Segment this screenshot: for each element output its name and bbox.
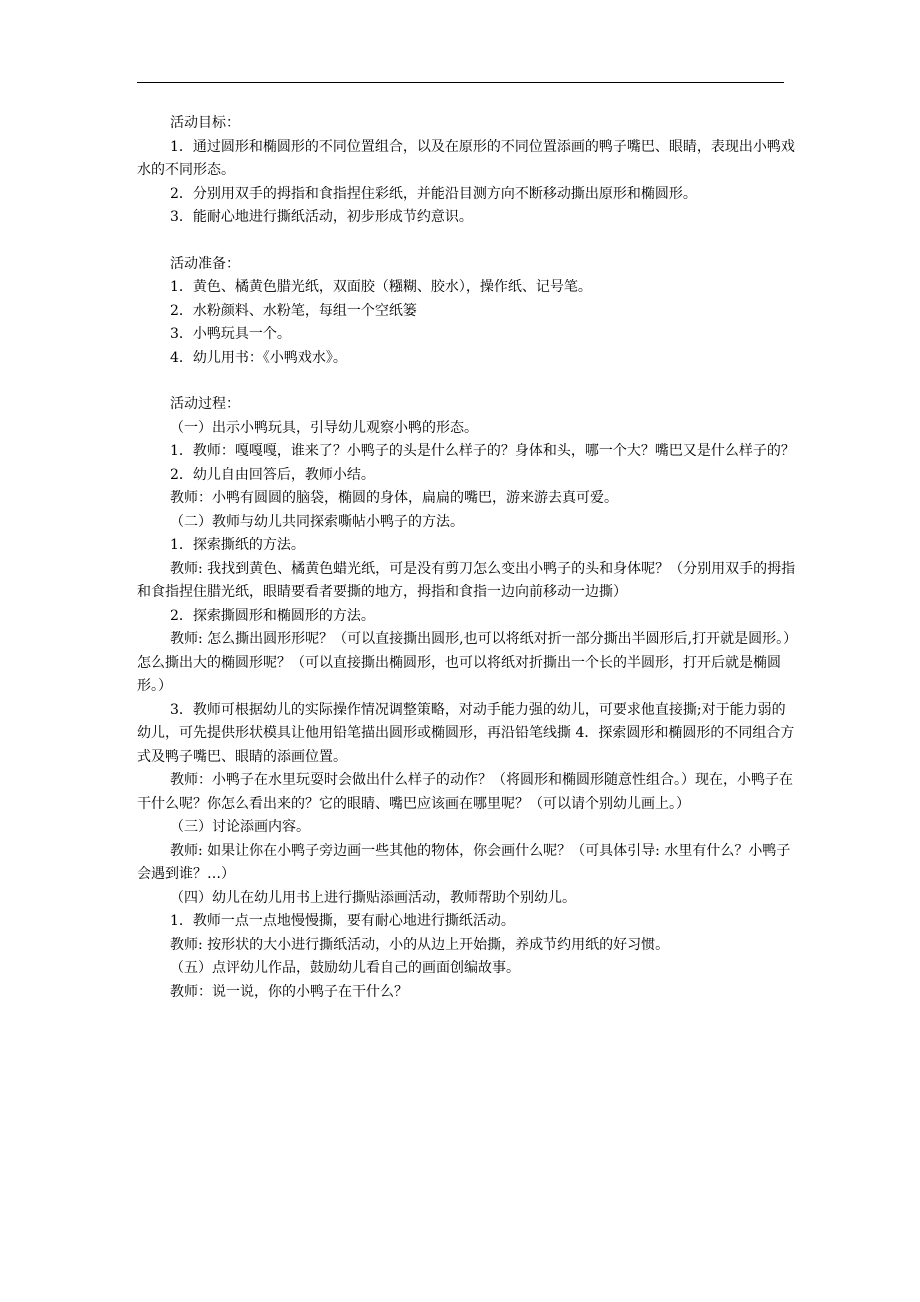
process-paragraph: 教师: 怎么撕出圆形形呢？（可以直接撕出圆形,也可以将纸对折一部分撕出半圆形后,打开就是圆形。）怎么撕出大的椭圆形呢？（可以直接撕出椭圆形，也可以将纸对折撕出一个长的半圆形，打开后就是椭圆形。） (137, 631, 791, 694)
process-paragraph: 2．探索撕圆形和椭圆形的方法。 (170, 607, 375, 624)
process-paragraph: 教师: 如果让你在小鸭子旁边画一些其他的物体，你会画什么呢？（可具体引导: 水里有什么？小鸭子会遇到谁？…） (137, 842, 791, 882)
process-paragraph: 教师：小鸭有圆圆的脑袋，椭圆的身体，扁扁的嘴巴，游来游去真可爱。 (170, 490, 618, 506)
section-gap (137, 370, 797, 393)
process-paragraph: 1．教师一点一点地慢慢撕，要有耐心地进行撕纸活动。 (170, 913, 515, 929)
document-body (137, 112, 797, 1004)
process-paragraph: 1．探索撕纸的方法。 (170, 537, 305, 553)
process-paragraph: （五）点评幼儿作品，鼓励幼儿看自己的画面创编故事。 (170, 960, 520, 976)
process-paragraph: 2．幼儿自由回答后，教师小结。 (170, 466, 375, 483)
process-paragraph: 教师: 按形状的大小进行撕纸活动，小的从边上开始撕，养成节约用纸的好习惯。 (170, 936, 670, 953)
section-heading-preparation: 活动准备： (170, 255, 240, 272)
prep-item-3: 3．小鸭玩具一个。 (170, 326, 291, 342)
goal-item-2: 2．分别用双手的拇指和食指捏住彩纸，并能沿目测方向不断移动撕出原形和椭圆形。 (170, 185, 697, 202)
process-paragraph: 教师：说一说，你的小鸭子在干什么？ (170, 983, 408, 1000)
process-paragraph: 1．教师：嘎嘎嘎，谁来了？小鸭子的头是什么样子的？身体和头，哪一个大？嘴巴又是什么样子的？ (170, 443, 795, 459)
section-heading-process: 活动过程： (170, 396, 240, 412)
prep-item-4: 4．幼儿用书：《小鸭戏水》。 (170, 349, 347, 366)
header-rule (137, 82, 784, 83)
section-heading-goals: 活动目标： (170, 115, 240, 131)
process-paragraph: （三）讨论添画内容。 (170, 819, 310, 835)
process-paragraph: 3．教师可根据幼儿的实际操作情况调整策略，对动手能力强的幼儿，可要求他直接撕;对于能力弱的幼儿，可先提供形状模具让他用铅笔描出圆形或椭圆形，再沿铅笔线撕 4．探索圆形和椭圆形的不同组合方式及鸭子嘴巴、眼睛的添画位置。 (137, 701, 795, 765)
process-paragraph: 教师: 我找到黄色、橘黄色蜡光纸，可是没有剪刀怎么变出小鸭子的头和身体呢？（分别用双手的拇指和食指捏住腊光纸，眼睛要看者要撕的地方，拇指和食指一边向前移动一边撕） (137, 560, 796, 600)
process-paragraph: （二）教师与幼儿共同探索嘶帖小鸭子的方法。 (170, 513, 464, 530)
process-paragraph: （四）幼儿在幼儿用书上进行撕贴添画活动，教师帮助个别幼儿。 (170, 889, 576, 906)
goal-item-1: 1．通过圆形和椭圆形的不同位置组合，以及在原形的不同位置添画的鸭子嘴巴、眼睛，表现出小鸭戏水的不同形态。 (137, 138, 795, 178)
goal-item-3: 3．能耐心地进行撕纸活动，初步形成节约意识。 (170, 209, 473, 225)
process-paragraph: 教师：小鸭子在水里玩耍时会做出什么样子的动作？（将圆形和椭圆形随意性组合。）现在，小鸭子在干什么呢？你怎么看出来的？它的眼睛、嘴巴应该画在哪里呢？（可以请个别幼儿画上。） (137, 772, 793, 812)
prep-item-2: 2．水粉颜料、水粉笔，每组一个空纸篓 (170, 302, 417, 319)
process-paragraph: （一）出示小鸭玩具，引导幼儿观察小鸭的形态。 (170, 419, 478, 436)
prep-item-1: 1．黄色、橘黄色腊光纸，双面胶（糨糊、胶水），操作纸、记号笔。 (170, 279, 592, 295)
section-gap (137, 230, 797, 253)
